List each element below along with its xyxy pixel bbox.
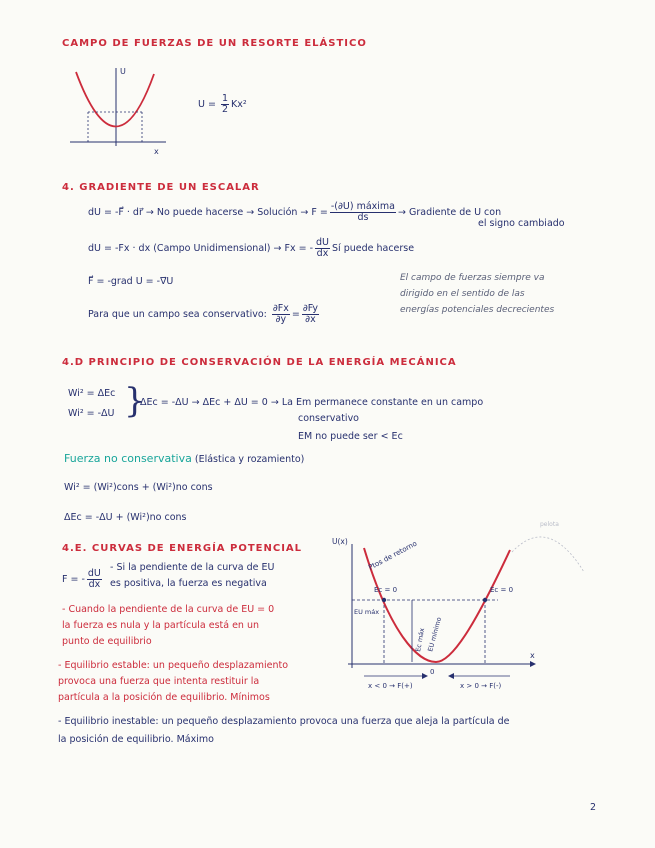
curves-p2-1: - Cuando la pendiente de la curva de EU = 0 xyxy=(62,604,275,615)
pe-ec-max-label: Ec máx xyxy=(414,627,427,653)
curves-p2-3: punto de equilibrio xyxy=(62,636,152,647)
pe-curve xyxy=(364,548,510,662)
spring-energy-graph xyxy=(68,60,168,160)
gradient-line-1: dU = -F⃗ · dr⃗ → No puede hacerse → Solución → F = $\frac{\text{-(∂U) máxima}}{ds}$ → Gradiente de U con xyxy=(88,201,502,223)
pe-turning-point-right xyxy=(483,598,487,602)
conservation-eq-2: Wi² = -ΔU xyxy=(68,408,115,419)
pe-left-force-label: x < 0 → F(+) xyxy=(368,682,413,690)
curves-section-title: 4.E. CURVAS DE ENERGÍA POTENCIAL xyxy=(62,543,303,554)
curves-p1-a: - Si la pendiente de la curva de EU xyxy=(110,562,275,573)
conservation-eq-1: Wi² = ΔEc xyxy=(68,388,116,399)
pe-right-force-label: x > 0 → F(-) xyxy=(460,682,502,690)
conservation-eq-6: Wi² = (Wi²)cons + (Wi²)no cons xyxy=(64,482,213,493)
pe-ec-left-label: Ec = 0 xyxy=(374,586,398,594)
gradient-note-1: El campo de fuerzas siempre va xyxy=(400,273,545,283)
spring-graph-x-label: x xyxy=(154,147,159,156)
side-sketch-arc xyxy=(512,537,584,572)
gradient-line-4: Para que un campo sea conservativo: $\frac{\partial Fx}{\partial y}$ = $\frac{\partial Fy}{\partial x}$ xyxy=(88,303,318,325)
curves-p3-3: partícula a la posición de equilibrio. Mínimos xyxy=(58,692,270,703)
gradient-line-1-cont: el signo cambiado xyxy=(478,218,565,229)
curves-p3-2: provoca una fuerza que intenta restituir la xyxy=(58,676,260,687)
spring-section-title: CAMPO DE FUERZAS DE UN RESORTE ELÁSTICO xyxy=(62,38,367,49)
conservation-eq-7: ΔEc = -ΔU + (Wi²)no cons xyxy=(64,512,187,523)
curves-p3-1: - Equilibrio estable: un pequeño desplazamiento xyxy=(58,660,289,671)
pe-eu-max-label: EU máx xyxy=(354,608,380,616)
curves-p1-b: es positiva, la fuerza es negativa xyxy=(110,578,267,589)
spring-graph-y-label: U xyxy=(120,67,126,76)
nonconservative-heading: Fuerza no conservativa (Elástica y rozamiento) xyxy=(64,452,305,465)
side-sketch-label: pelota xyxy=(540,521,559,528)
pe-return-points-label: Ptos de retorno xyxy=(367,539,419,572)
pe-turning-point-left xyxy=(382,598,386,602)
conservation-eq-3: ΔEc = -ΔU → ΔEc + ΔU = 0 → La Em permanece constante en un campo xyxy=(140,397,484,408)
gradient-section-title: 4. GRADIENTE DE UN ESCALAR xyxy=(62,182,260,193)
conservation-section-title: 4.D PRINCIPIO DE CONSERVACIÓN DE LA ENERGÍA MECÁNICA xyxy=(62,357,457,368)
curves-force-formula: F = - $\frac{dU}{dx}$ xyxy=(62,568,101,590)
pe-x-label: x xyxy=(530,651,535,660)
curves-p4-1: - Equilibrio inestable: un pequeño desplazamiento provoca una fuerza que aleja la partícula de xyxy=(58,716,510,727)
gradient-line-2: dU = -Fx · dx (Campo Unidimensional) → Fx = - $\frac{dU}{dx}$ Sí puede hacerse xyxy=(88,237,415,259)
pe-y-label: U(x) xyxy=(332,537,348,546)
spring-parabola xyxy=(76,72,154,127)
gradient-note-3: energías potenciales decrecientes xyxy=(400,305,555,315)
curves-p2-2: la fuerza es nula y la partícula está en un xyxy=(62,620,260,631)
page-number: 2 xyxy=(590,802,597,813)
conservation-eq-4: conservativo xyxy=(298,413,359,424)
gradient-note-2: dirigido en el sentido de las xyxy=(400,289,525,299)
conservation-brace: } xyxy=(124,381,146,421)
pe-eu-min-label: EU mínimo xyxy=(426,616,444,653)
side-sketch xyxy=(508,512,588,632)
gradient-line-3: F⃗ = -grad U = -∇⃗U xyxy=(88,276,174,287)
spring-formula: U = $\frac{1}{2}$ Kx² xyxy=(198,93,247,115)
curves-p4-2: la posición de equilibrio. Máximo xyxy=(58,734,214,745)
pe-origin-label: 0 xyxy=(430,668,435,676)
conservation-eq-5: EM no puede ser < Ec xyxy=(298,431,403,442)
pe-ec-right-label: Ec = 0 xyxy=(490,586,514,594)
